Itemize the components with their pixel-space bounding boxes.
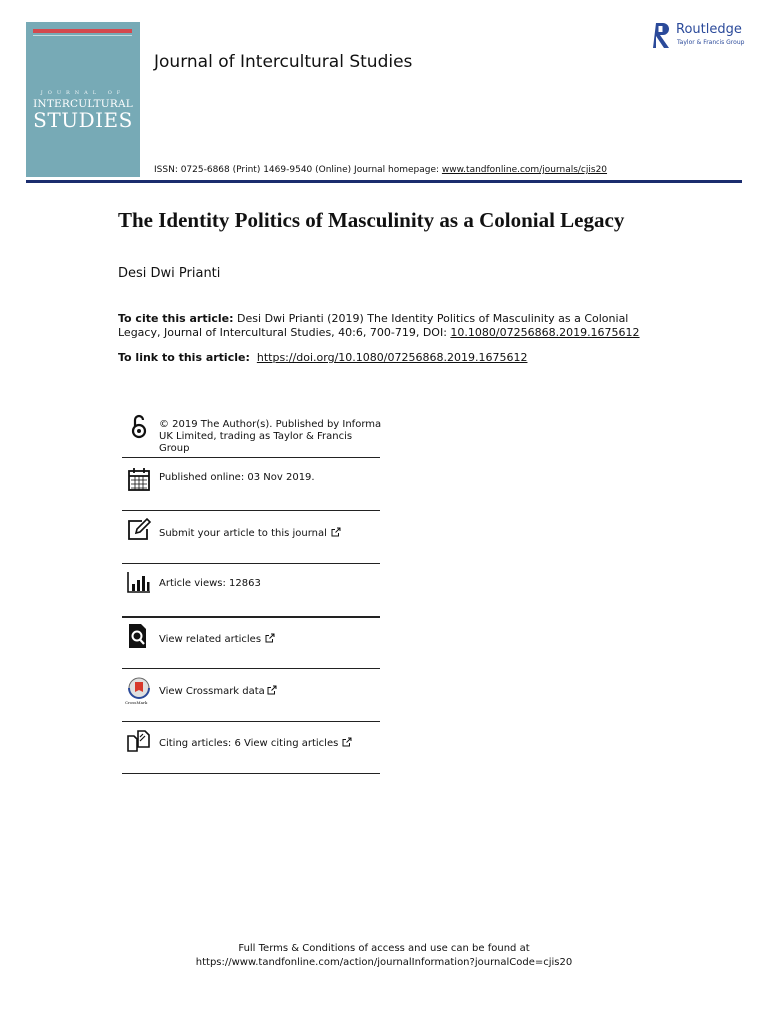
cite-doi-link[interactable]: 10.1080/07256868.2019.1675612: [450, 326, 640, 339]
journal-title: Journal of Intercultural Studies: [154, 52, 413, 72]
header-divider: [26, 180, 742, 183]
footer-terms-link[interactable]: https://www.tandfonline.com/action/journalInformation?journalCode=cjis20: [195, 957, 573, 968]
citing-articles-row[interactable]: [122, 726, 380, 772]
cover-divider: [33, 35, 132, 36]
related-articles-row[interactable]: [122, 621, 380, 667]
external-link-icon: [265, 633, 275, 643]
issn-line: [154, 165, 607, 175]
crossmark-row[interactable]: [122, 674, 380, 720]
crossmark-badge-label: CrossMark: [125, 700, 148, 705]
info-divider: [122, 563, 380, 564]
edit-icon: [126, 517, 152, 543]
article-doi-link[interactable]: https://doi.org/10.1080/07256868.2019.1675612: [256, 351, 528, 364]
publisher-name: Routledge: [676, 22, 742, 37]
published-row: [122, 462, 380, 508]
info-divider: [122, 773, 380, 774]
link-block: [118, 351, 527, 364]
info-divider: [122, 616, 380, 618]
cover-title-line2: STUDIES: [33, 108, 133, 132]
cite-text: Desi Dwi Prianti (2019) The Identity Politics of Masculinity as a Colonial Legacy, Journal of Intercultural Studies, 40:6, 700-719, DOI:: [118, 312, 629, 339]
info-divider: [122, 457, 380, 458]
cite-label: To cite this article:: [118, 312, 234, 325]
journal-homepage-link[interactable]: www.tandfonline.com/journals/cjis20: [441, 165, 608, 175]
external-link-icon: [342, 737, 352, 747]
calendar-icon: [126, 466, 152, 492]
crossmark-link[interactable]: [159, 685, 277, 698]
copyright-text: © 2019 The Author(s). Published by Informa UK Limited, trading as Taylor & Francis Group: [159, 419, 382, 454]
citing-articles-link[interactable]: [159, 737, 352, 750]
info-divider: [122, 668, 380, 669]
submit-article-label: Submit your article to this journal: [159, 528, 327, 539]
article-views-row: [122, 568, 380, 614]
article-views: Article views: 12863: [159, 578, 261, 589]
publisher-group: Taylor & Francis Group: [677, 39, 745, 46]
link-label: To link to this article:: [118, 351, 250, 364]
citation-block: [118, 312, 648, 340]
submit-article-row[interactable]: [122, 515, 380, 561]
related-articles-link[interactable]: [159, 633, 275, 646]
related-articles-label: View related articles: [159, 634, 262, 645]
bar-chart-icon: [126, 570, 152, 596]
external-link-icon: [267, 685, 277, 695]
cover-journal-word: JOURNAL OF: [40, 90, 126, 96]
footer: [0, 942, 768, 970]
journal-cover-image: [26, 22, 140, 177]
info-divider: [122, 510, 380, 511]
citing-articles-label: Citing articles: 6 View citing articles: [159, 738, 339, 749]
open-access-icon: [126, 414, 152, 440]
article-title: The Identity Politics of Masculinity as a Colonial Legacy: [118, 208, 625, 232]
info-divider: [122, 721, 380, 722]
routledge-logo-icon: [653, 22, 673, 49]
published-date: Published online: 03 Nov 2019.: [159, 472, 315, 483]
cover-title-line1: INTERCULTURAL: [33, 98, 133, 110]
issn-text: ISSN: 0725-6868 (Print) 1469-9540 (Online) Journal homepage:: [154, 165, 442, 175]
footer-terms-text: Full Terms & Conditions of access and use can be found at: [238, 943, 530, 954]
open-access-row: [122, 414, 380, 458]
external-link-icon: [331, 527, 341, 537]
article-author: Desi Dwi Prianti: [118, 266, 221, 281]
crossmark-label: View Crossmark data: [159, 686, 265, 697]
submit-article-link[interactable]: [159, 527, 341, 540]
cover-red-strip: [33, 29, 132, 33]
search-document-icon: [126, 623, 152, 649]
citing-articles-icon: [126, 728, 152, 754]
